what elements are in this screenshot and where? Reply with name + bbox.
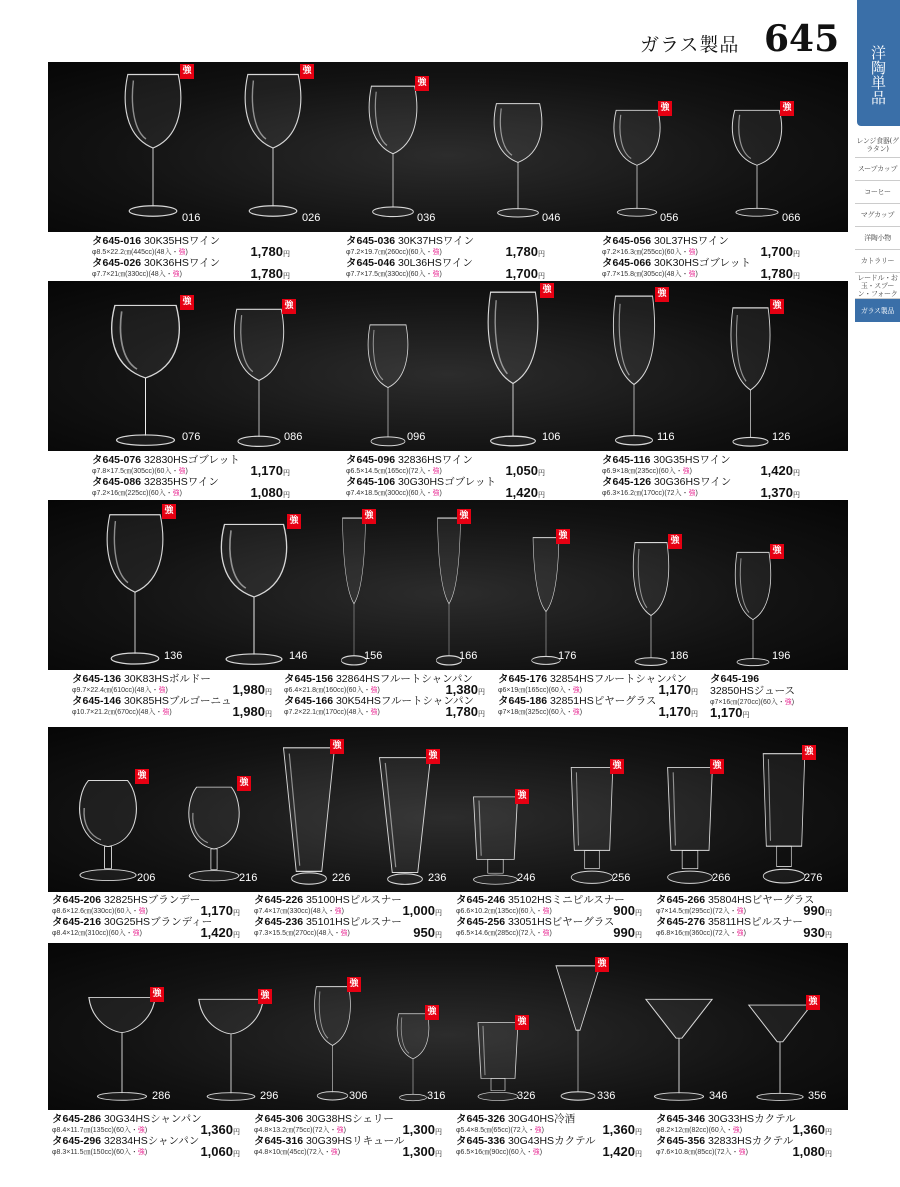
strong-badge: 強 — [287, 514, 301, 529]
product-price: 1,700円 — [760, 244, 800, 259]
product-entry — [456, 1113, 575, 1135]
strong-badge: 強 — [330, 739, 344, 754]
glass-code: 326 — [517, 1090, 536, 1102]
glass-code: 156 — [364, 650, 383, 662]
glass-image — [228, 305, 290, 450]
glass-image — [608, 107, 666, 219]
page-title: ガラス製品 — [640, 34, 740, 56]
product-price: 1,170円 — [658, 682, 698, 697]
glass-code: 246 — [517, 872, 536, 884]
strong-badge: 強 — [780, 101, 794, 116]
product-spec: φ7.7×15.8㎝(305cc)(48入・強) — [602, 271, 698, 278]
glass-image — [310, 983, 355, 1103]
strong-badge: 強 — [135, 769, 149, 784]
product-id-name: タ645-256 33051HSビヤーグラス — [456, 916, 615, 928]
product-spec: φ7.4×18.5㎝(300cc)(60入・強) — [346, 490, 442, 497]
glass-image — [746, 1001, 814, 1103]
product-price: 990円 — [803, 903, 832, 918]
glass-image — [662, 765, 718, 887]
product-spec: φ4.8×13.2㎝(75cc)(72入・強) — [254, 1127, 346, 1134]
product-photo — [48, 727, 848, 892]
product-price: 950円 — [413, 925, 442, 940]
product-id-name: タ645-046 30L36HSワイン — [346, 257, 473, 269]
glass-image — [468, 795, 523, 887]
glass-image — [626, 540, 676, 668]
glass-image — [213, 520, 295, 668]
product-entry — [498, 695, 656, 717]
glass-code: 346 — [709, 1090, 728, 1102]
glass-image — [528, 535, 564, 667]
strong-badge: 強 — [415, 76, 429, 91]
glass-code: 036 — [417, 212, 436, 224]
product-spec: φ6.3×16.2㎝(170cc)(72入・強) — [602, 490, 698, 497]
glass-code: 306 — [349, 1090, 368, 1102]
product-price: 1,050円 — [505, 463, 545, 478]
glass-image — [433, 515, 465, 668]
product-photo — [48, 500, 848, 670]
product-id-name: タ645-236 35101HSピルスナー — [254, 916, 402, 928]
strong-badge: 強 — [595, 957, 609, 972]
strong-badge: 強 — [150, 987, 164, 1002]
strong-badge: 強 — [180, 295, 194, 310]
product-entry — [656, 894, 814, 916]
glass-code: 186 — [670, 650, 689, 662]
product-entry — [346, 257, 473, 279]
sidebar-item-coffee[interactable]: コーヒー — [855, 181, 900, 204]
product-price: 1,420円 — [505, 485, 545, 500]
product-entry — [92, 454, 240, 476]
sidebar-nav — [855, 132, 900, 322]
glass-image — [758, 751, 810, 887]
product-spec: φ7.2×16㎝(225cc)(60入・強) — [92, 490, 182, 497]
strong-badge: 強 — [426, 749, 440, 764]
product-spec: φ9.7×22.4㎝(610cc)(48入・強) — [72, 687, 168, 694]
product-entry — [602, 235, 729, 257]
product-spec: φ7.2×19.7㎝(260cc)(60入・強) — [346, 249, 442, 256]
glass-image — [726, 107, 788, 219]
product-id-name: タ645-286 30G34HSシャンパン — [52, 1113, 202, 1125]
product-entry — [656, 916, 803, 938]
product-price: 990円 — [613, 925, 642, 940]
glass-code: 096 — [407, 431, 426, 443]
sidebar-item-cutlery[interactable]: カトラリー — [855, 250, 900, 273]
strong-badge: 強 — [658, 101, 672, 116]
product-id-name: タ645-296 32834HSシャンパン — [52, 1135, 200, 1147]
product-id-name: タ645-176 32854HSフルートシャンパン — [498, 673, 687, 685]
glass-code: 266 — [712, 872, 731, 884]
glass-image — [86, 993, 158, 1103]
product-spec: φ6×19㎝(165cc)(60入・強) — [498, 687, 583, 694]
glass-code: 046 — [542, 212, 561, 224]
glass-image — [196, 995, 266, 1103]
product-price: 1,780円 — [250, 266, 290, 281]
product-spec: φ7.7×17.5㎝(330cc)(60入・強) — [346, 271, 442, 278]
product-entry — [656, 1113, 796, 1135]
product-id-name: タ645-026 30K36HSワイン — [92, 257, 221, 269]
product-entry — [602, 257, 751, 279]
glass-code: 106 — [542, 431, 561, 443]
product-id-name: タ645-116 30G35HSワイン — [602, 454, 731, 466]
product-id-name: タ645-096 32836HSワイン — [346, 454, 473, 466]
product-spec: φ7.4×17㎝(330cc)(48入・強) — [254, 908, 344, 915]
sidebar-item-mug[interactable]: マグカップ — [855, 204, 900, 227]
product-spec: φ6.8×16㎝(360cc)(72入・強) — [656, 930, 746, 937]
product-spec: φ8.6×12.6㎝(330cc)(60入・強) — [52, 908, 148, 915]
sidebar-item-glassware[interactable]: ガラス製品 — [855, 299, 900, 322]
product-price: 1,360円 — [602, 1122, 642, 1137]
sidebar — [855, 0, 900, 1187]
product-spec: φ8.4×12㎝(310cc)(60入・強) — [52, 930, 142, 937]
sidebar-item-small-goods[interactable]: 洋陶小物 — [855, 227, 900, 250]
sidebar-item-ladle[interactable]: レードル・お玉・スプーン・フォーク — [855, 273, 900, 299]
product-id: タ645-196 — [710, 673, 760, 685]
strong-badge: 強 — [668, 534, 682, 549]
product-entry — [254, 894, 402, 916]
product-id-name: タ645-326 30G40HS冷酒 — [456, 1113, 576, 1125]
product-spec: φ6.6×10.2㎝(135cc)(60入・強) — [456, 908, 552, 915]
product-entry — [254, 1113, 394, 1135]
product-entry — [72, 673, 211, 695]
glass-code: 026 — [302, 212, 321, 224]
glass-code: 116 — [657, 431, 675, 443]
product-entry — [92, 235, 220, 257]
product-id-name: タ645-186 32851HSピヤーグラス — [498, 695, 657, 707]
product-id-name: タ645-146 30K85HSブルゴーニュ — [72, 695, 232, 707]
glass-code: 066 — [782, 212, 801, 224]
strong-badge: 強 — [237, 776, 251, 791]
product-spec: φ8.4×11.7㎝(135cc)(60入・強) — [52, 1127, 148, 1134]
glass-code: 226 — [332, 872, 351, 884]
product-entry — [456, 916, 614, 938]
product-spec: φ6.5×16㎝(90cc)(60入・強) — [456, 1149, 543, 1156]
product-spec: φ8.2×12㎝(82cc)(60入・強) — [656, 1127, 743, 1134]
product-id-name: タ645-106 30G30HSゴブレット — [346, 476, 497, 488]
product-spec: φ7.3×15.5㎝(270cc)(48入・強) — [254, 930, 350, 937]
glass-code: 236 — [428, 872, 447, 884]
product-price: 1,780円 — [445, 704, 485, 719]
product-entry — [52, 1135, 199, 1157]
strong-badge: 強 — [180, 64, 194, 79]
product-price: 1,370円 — [760, 485, 800, 500]
product-id-name: タ645-076 32830HSゴブレット — [92, 454, 240, 466]
strong-badge: 強 — [770, 544, 784, 559]
product-entry — [656, 1135, 793, 1157]
product-spec: φ7.6×10.8㎝(85cc)(72入・強) — [656, 1149, 748, 1156]
glass-code: 256 — [612, 872, 631, 884]
page-header — [640, 18, 845, 62]
product-price: 1,420円 — [760, 463, 800, 478]
product-id-name: タ645-036 30K37HSワイン — [346, 235, 475, 247]
product-entry — [52, 894, 200, 916]
product-price: 900円 — [613, 903, 642, 918]
product-price: 1,300円 — [402, 1122, 442, 1137]
sidebar-item-soup-cup[interactable]: スープカップ — [855, 158, 900, 181]
product-price: 1,780円 — [760, 266, 800, 281]
product-entry — [346, 476, 496, 498]
product-id-name: タ645-206 32825HSブランデー — [52, 894, 201, 906]
glass-image — [118, 70, 188, 220]
product-entry — [284, 673, 473, 695]
product-price: 1,780円 — [505, 244, 545, 259]
product-entry — [254, 916, 402, 938]
product-id-name: タ645-246 35102HSミニピルスナー — [456, 894, 625, 906]
glass-image — [183, 782, 245, 885]
product-id-name: タ645-356 32833HSカクテル — [656, 1135, 794, 1147]
glass-image — [723, 305, 778, 449]
strong-badge: 強 — [425, 1005, 439, 1020]
product-id-name: タ645-216 30G25HSブランディー — [52, 916, 213, 928]
product-name: 32850HSジュース — [710, 685, 796, 697]
product-price: 1,170円 — [710, 705, 750, 720]
glass-code: 126 — [772, 431, 791, 443]
product-spec: φ6.5×14.5㎝(165cc)(72入・強) — [346, 468, 442, 475]
strong-badge: 強 — [300, 64, 314, 79]
product-price: 1,170円 — [250, 463, 290, 478]
product-price: 1,420円 — [200, 925, 240, 940]
product-entry — [710, 673, 795, 722]
product-id-name: タ645-086 32835HSワイン — [92, 476, 219, 488]
strong-badge: 強 — [770, 299, 784, 314]
product-entry — [602, 476, 731, 498]
glass-image — [103, 301, 188, 449]
strong-badge: 強 — [162, 504, 176, 519]
product-price: 1,000円 — [402, 903, 442, 918]
glass-image — [280, 745, 338, 887]
glass-image — [363, 82, 423, 220]
glass-code: 336 — [597, 1090, 616, 1102]
product-id-name: タ645-016 30K35HSワイン — [92, 235, 221, 247]
glass-image — [728, 550, 778, 668]
product-entry — [602, 454, 731, 476]
product-id-name: タ645-226 35100HSピルスナー — [254, 894, 402, 906]
product-spec: φ10.7×21.2㎝(670cc)(48入・強) — [72, 709, 172, 716]
glass-code: 196 — [772, 650, 791, 662]
product-id-name: タ645-306 30G38HSシェリー — [254, 1113, 394, 1125]
glass-image — [488, 100, 548, 220]
product-id-name: タ645-316 30G39HSリキュール — [254, 1135, 405, 1147]
page-number: 645 — [764, 18, 840, 60]
product-price: 1,420円 — [602, 1144, 642, 1159]
strong-badge: 強 — [655, 287, 669, 302]
glass-image — [553, 963, 603, 1103]
product-spec: φ7×18㎝(325cc)(60入・強) — [498, 709, 583, 716]
category-tab[interactable]: 洋陶単品 — [857, 0, 900, 126]
glass-code: 056 — [660, 212, 679, 224]
product-spec: φ6.9×18㎝(235cc)(60入・強) — [602, 468, 692, 475]
glass-code: 076 — [182, 431, 201, 443]
product-price: 1,080円 — [250, 485, 290, 500]
strong-badge: 強 — [802, 745, 816, 760]
strong-badge: 強 — [362, 509, 376, 524]
strong-badge: 強 — [610, 759, 624, 774]
product-entry — [92, 257, 220, 279]
strong-badge: 強 — [806, 995, 820, 1010]
glass-image — [478, 289, 548, 449]
product-entry — [72, 695, 231, 717]
product-id-name: タ645-266 35804HSビヤーグラス — [656, 894, 815, 906]
sidebar-item-gratin[interactable]: レンジ食器(グラタン) — [855, 132, 900, 158]
product-id-name: タ645-126 30G36HSワイン — [602, 476, 732, 488]
product-price: 1,060円 — [200, 1144, 240, 1159]
product-spec: φ4.8×10㎝(45cc)(72入・強) — [254, 1149, 341, 1156]
product-spec: φ7.2×16.3㎝(255cc)(60入・強) — [602, 249, 698, 256]
glass-code: 166 — [459, 650, 478, 662]
strong-badge: 強 — [282, 299, 296, 314]
glass-code: 176 — [558, 650, 577, 662]
glass-code: 086 — [284, 431, 303, 443]
product-spec: φ8.3×11.5㎝(150cc)(60入・強) — [52, 1149, 148, 1156]
product-spec: φ6.5×14.6㎝(285cc)(72入・強) — [456, 930, 552, 937]
product-price: 1,300円 — [402, 1144, 442, 1159]
product-id-name: タ645-156 32864HSフルートシャンパン — [284, 673, 473, 685]
product-price: 930円 — [803, 925, 832, 940]
product-spec: φ6.4×21.8㎝(160cc)(60入・強) — [284, 687, 380, 694]
glass-image — [473, 1021, 523, 1103]
glass-code: 296 — [260, 1090, 279, 1102]
product-price: 1,080円 — [792, 1144, 832, 1159]
product-price: 1,360円 — [200, 1122, 240, 1137]
product-entry — [52, 1113, 202, 1135]
product-spec: φ7×16㎝(270cc)(60入・強) — [710, 699, 795, 706]
strong-badge: 強 — [710, 759, 724, 774]
product-entry — [284, 695, 474, 717]
product-entry — [52, 916, 212, 938]
product-price: 1,780円 — [250, 244, 290, 259]
product-price: 1,170円 — [658, 704, 698, 719]
strong-badge: 強 — [515, 1015, 529, 1030]
glass-code: 146 — [289, 650, 308, 662]
product-id-name: タ645-056 30L37HSワイン — [602, 235, 729, 247]
product-id-name: タ645-346 30G33HSカクテル — [656, 1113, 796, 1125]
product-id-name: タ645-166 30K54HSフルートシャンパン — [284, 695, 475, 707]
product-id-name: タ645-276 35811HSピルスナー — [656, 916, 803, 928]
glass-image — [363, 321, 413, 449]
glass-image — [643, 995, 715, 1103]
product-price: 1,360円 — [792, 1122, 832, 1137]
glass-image — [605, 293, 663, 448]
product-spec: φ7.2×22.1㎝(170cc)(48入・強) — [284, 709, 380, 716]
product-price: 1,170円 — [200, 903, 240, 918]
product-price: 1,980円 — [232, 704, 272, 719]
strong-badge: 強 — [540, 283, 554, 298]
glass-code: 206 — [137, 872, 156, 884]
glass-image — [73, 775, 143, 885]
product-entry — [456, 1135, 596, 1157]
glass-image — [376, 755, 434, 887]
glass-code: 286 — [152, 1090, 171, 1102]
strong-badge: 強 — [347, 977, 361, 992]
product-price: 1,700円 — [505, 266, 545, 281]
glass-image — [100, 510, 170, 668]
glass-image — [238, 70, 308, 220]
product-id-name: タ645-136 30K83HSボルドー — [72, 673, 211, 685]
product-entry — [456, 894, 625, 916]
strong-badge: 強 — [515, 789, 529, 804]
product-entry — [346, 454, 473, 476]
product-entry — [254, 1135, 404, 1157]
product-id-name: タ645-066 30K30HSゴブレット — [602, 257, 751, 269]
product-spec: φ7×14.5㎝(295cc)(72入・強) — [656, 908, 746, 915]
product-entry — [346, 235, 474, 257]
product-photo — [48, 943, 848, 1110]
glass-code: 276 — [804, 872, 823, 884]
product-photo — [48, 62, 848, 232]
product-entry — [92, 476, 219, 498]
product-price: 1,980円 — [232, 682, 272, 697]
strong-badge: 強 — [457, 509, 471, 524]
glass-code: 136 — [164, 650, 183, 662]
product-spec: φ8.5×22.2㎝(445cc)(48入・強) — [92, 249, 188, 256]
product-spec: φ7.8×17.5㎝(305cc)(60入・強) — [92, 468, 188, 475]
strong-badge: 強 — [556, 529, 570, 544]
product-entry — [498, 673, 687, 695]
product-photo — [48, 281, 848, 451]
product-id-name: タ645-336 30G43HSカクテル — [456, 1135, 596, 1147]
strong-badge: 強 — [258, 989, 272, 1004]
glass-image — [566, 765, 618, 887]
glass-code: 216 — [239, 872, 258, 884]
product-price: 1,380円 — [445, 682, 485, 697]
product-spec: φ5.4×8.5㎝(65cc)(72入・強) — [456, 1127, 544, 1134]
glass-code: 016 — [182, 212, 201, 224]
glass-code: 356 — [808, 1090, 827, 1102]
product-spec: φ7.7×21㎝(330cc)(48入・強) — [92, 271, 182, 278]
glass-code: 316 — [427, 1090, 446, 1102]
glass-image — [338, 515, 370, 668]
